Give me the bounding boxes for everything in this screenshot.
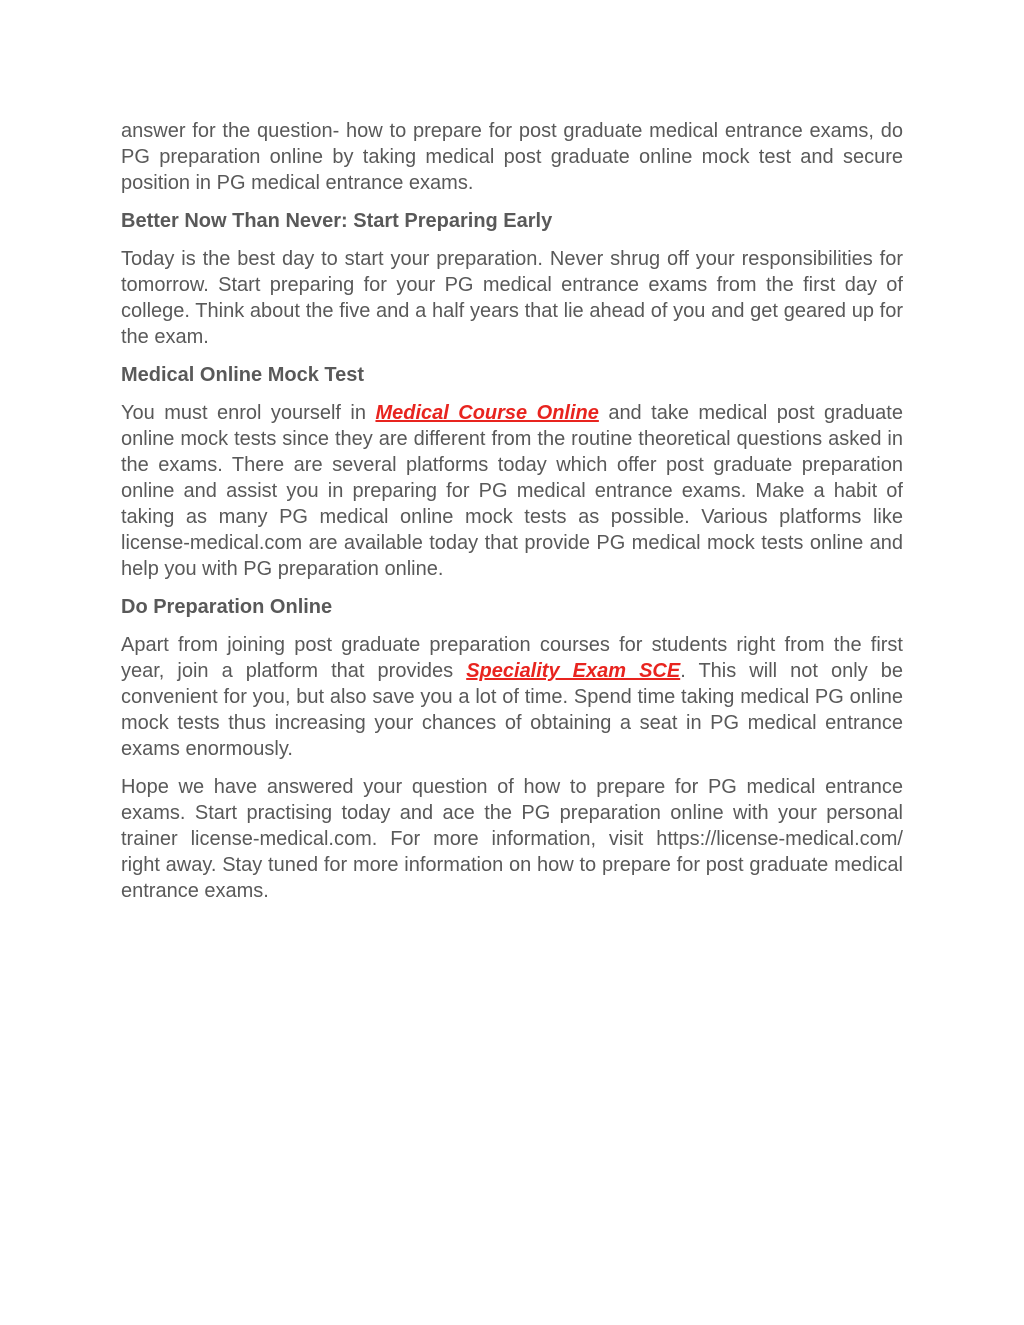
mock-test-text-after: and take medical post graduate online mock tests since they are different from the routine theoretical questions asked in the exams. There are several platforms today which offer post graduate preparation online and assist you in preparing for PG medical entrance exams. Make a habit of taking as many PG medical online mock tests as possible. Various platforms like license-medical.com are available today that provide PG medical mock tests online and help you with PG preparation online. [121,402,903,580]
section-heading-start-early: Better Now Than Never: Start Preparing Early [121,210,553,232]
preparation-online-paragraph [121,632,903,762]
mock-test-text-before: You must enrol yourself in [121,402,376,424]
medical-course-online-link[interactable]: Medical Course Online [375,402,599,424]
section-heading-mock-test: Medical Online Mock Test [121,364,365,386]
document-page [121,118,903,916]
mock-test-paragraph [121,400,903,582]
intro-paragraph: answer for the question- how to prepare for post graduate medical entrance exams, do PG preparation online by taking medical post graduate online mock test and secure position in PG medical entrance exams. [121,120,903,194]
section-heading-preparation-online: Do Preparation Online [121,596,333,618]
start-early-paragraph: Today is the best day to start your preparation. Never shrug off your responsibilities for tomorrow. Start preparing for your PG medical entrance exams from the first day of college. Think about the five and a half years that lie ahead of you and get geared up for the exam. [121,248,903,348]
preparation-text-before: Apart from joining post graduate preparation courses for students right from the first year, join a platform that provides [121,634,903,682]
closing-paragraph: Hope we have answered your question of how to prepare for PG medical entrance exams. Start practising today and ace the PG preparation online with your personal trainer license-medical.com. For more information, visit https://license-medical.com/ right away. Stay tuned for more information on how to prepare for post graduate medical entrance exams. [121,776,903,902]
speciality-exam-sce-link[interactable]: Speciality Exam SCE [466,660,681,682]
preparation-text-after: . This will not only be convenient for you, but also save you a lot of time. Spend time taking medical PG online mock tests thus increasing your chances of obtaining a seat in PG medical entrance exams enormously. [121,660,904,760]
